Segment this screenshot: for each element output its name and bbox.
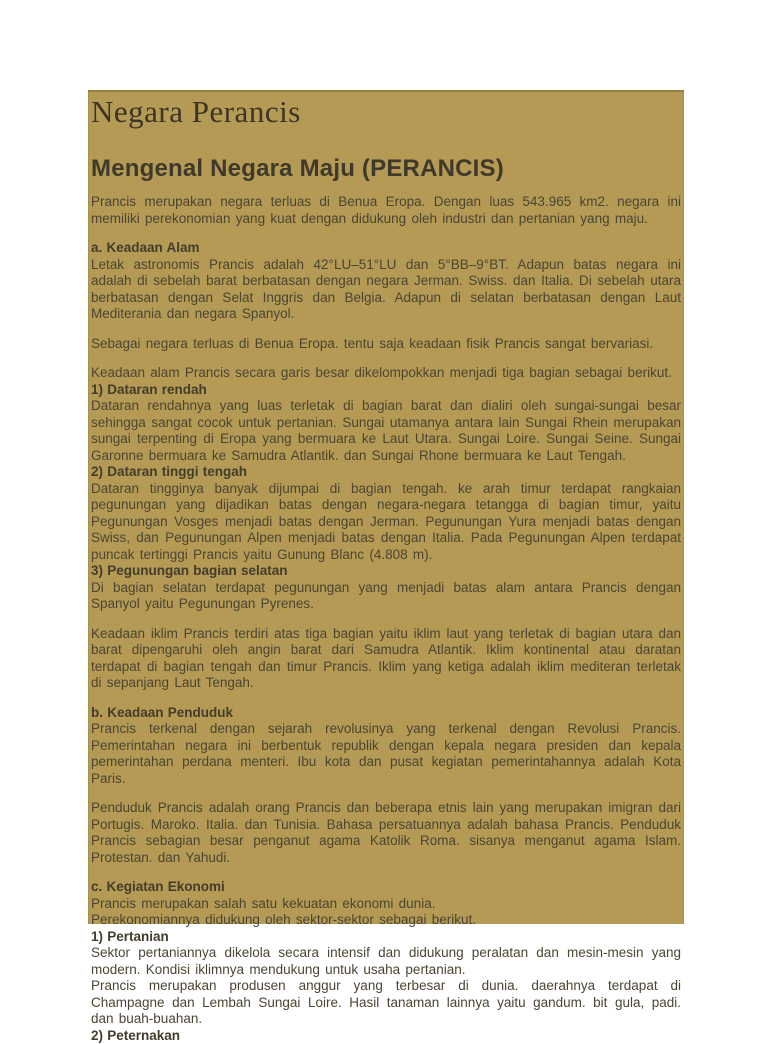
paragraph: Prancis merupakan negara terluas di Benua Eropa. Dengan luas 543.965 km2. negara ini memiliki perekonomian yang kuat dengan didukung oleh industri dan pertanian yang maju. xyxy=(91,194,681,226)
document-subtitle: Mengenal Negara Maju (PERANCIS) xyxy=(91,154,504,182)
section-heading: c. Kegiatan Ekonomi xyxy=(91,879,225,895)
section-heading: 3) Pegunungan bagian selatan xyxy=(91,563,288,579)
document-page xyxy=(88,90,684,1043)
paragraph: Prancis terkenal dengan sejarah revolusinya yang terkenal dengan Revolusi Prancis. Pemerintahan negara ini berbentuk republik dengan kepala negara presiden dan kepala pemerintahan perdana menteri. Ibu kota dan pusat kegiatan pemerintahannya adalah Kota Paris. xyxy=(91,721,681,786)
section-heading: 2) Dataran tinggi tengah xyxy=(91,464,248,480)
section-heading: 1) Dataran rendah xyxy=(91,381,207,397)
paragraph: Prancis merupakan salah satu kekuatan ekonomi dunia. xyxy=(91,895,436,911)
paragraph: Sektor pertaniannya dikelola secara intensif dan didukung peralatan dan mesin-mesin yang modern. Kondisi iklimnya mendukung untuk usaha pertanian. xyxy=(91,945,681,977)
section-heading: a. Keadaan Alam xyxy=(91,240,200,256)
section-heading: 1) Pertanian xyxy=(91,928,169,944)
paragraph: Dataran rendahnya yang luas terletak di bagian barat dan dialiri oleh sungai-sungai besar sehingga sangat cocok untuk pertanian. Sungai utamanya antara lain Sungai Rhein merupakan sungai terpenting di Eropa yang bermuara ke Laut Utara. Sungai Loire. Sungai Seine. Sungai Garonne bermuara ke Samudra Atlantik. dan Sungai Rhone bermuara ke Laut Tengah. xyxy=(91,398,681,463)
paragraph: Prancis merupakan produsen anggur yang terbesar di dunia. daerahnya terdapat di Champagne dan Lembah Sungai Loire. Hasil tanaman lainnya yaitu gandum. bit gula, padi. dan buah-buahan. xyxy=(91,978,681,1027)
paragraph: Keadaan alam Prancis secara garis besar dikelompokkan menjadi tiga bagian sebagai berikut. xyxy=(91,365,672,381)
paragraph: Letak astronomis Prancis adalah 42°LU–51°LU dan 5°BB–9°BT. Adapun batas negara ini adalah di sebelah barat berbatasan dengan negara Jerman. Swiss. dan Italia. Di sebelah utara berbatasan dengan Selat Inggris dan Belgia. Adapun di selatan berbatasan dengan Laut Mediterania dan negara Spanyol. xyxy=(91,256,681,322)
paragraph: Dataran tingginya banyak dijumpai di bagian tengah. ke arah timur terdapat rangkaian pegunungan yang dijadikan batas dengan negara-negara tetangga di bagian timur, yaitu Pegunungan Vosges menjadi batas dengan Jerman. Pegunungan Yura menjadi batas dengan Swiss, dan Pegunungan Alpen menjadi batas dengan Italia. Pada Pegunungan Alpen terdapat puncak tertinggi Prancis yaitu Gunung Blanc (4.808 m). xyxy=(91,480,681,562)
document-body xyxy=(91,194,681,1044)
section-heading: 2) Peternakan xyxy=(91,1027,181,1043)
paragraph: Keadaan iklim Prancis terdiri atas tiga bagian yaitu iklim laut yang terletak di bagian utara dan barat dipengaruhi oleh angin barat dari Samudra Atlantik. Iklim kontinental atau daratan terdapat di bagian tengah dan timur Prancis. Iklim yang ketiga adalah iklim mediteran terletak di sepanjang Laut Tengah. xyxy=(91,625,681,691)
paragraph: Penduduk Prancis adalah orang Prancis dan beberapa etnis lain yang merupakan imigran dari Portugis. Maroko. Italia. dan Tunisia. Bahasa persatuannya adalah bahasa Prancis. Penduduk Prancis sebagian besar penganut agama Katolik Roma. sisanya menganut agama Islam. Protestan. dan Yahudi. xyxy=(91,800,681,865)
paragraph: Di bagian selatan terdapat pegunungan yang menjadi batas alam antara Prancis dengan Spanyol yaitu Pegunungan Pyrenes. xyxy=(91,579,681,612)
paragraph: Sebagai negara terluas di Benua Eropa. tentu saja keadaan fisik Prancis sangat bervariasi. xyxy=(91,335,654,351)
document-title: Negara Perancis xyxy=(91,94,301,129)
paragraph: Perekonomiannya didukung oleh sektor-sektor sebagai berikut. xyxy=(91,912,476,928)
section-heading: b. Keadaan Penduduk xyxy=(91,704,234,720)
